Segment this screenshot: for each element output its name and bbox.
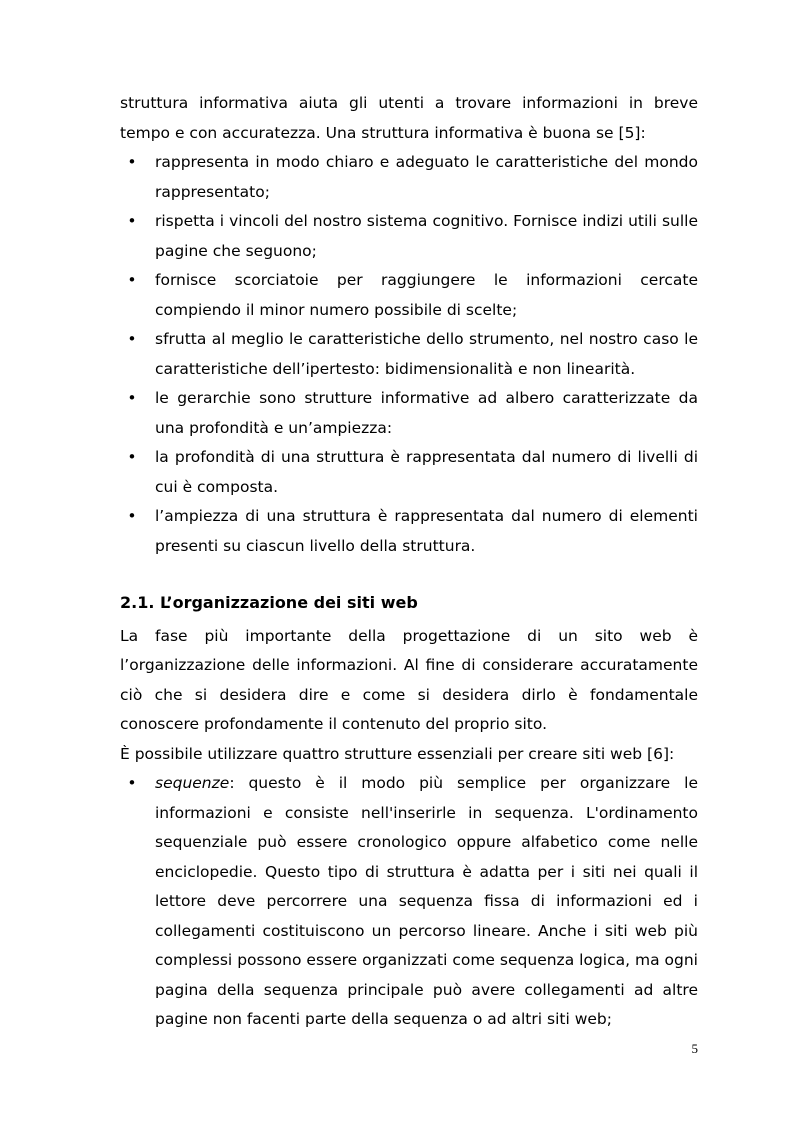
list-item [120, 443, 698, 502]
list-item-text: rappresenta in modo chiaro e adeguato le caratteristiche del mondo rappresentato; [155, 153, 698, 201]
list-item [120, 148, 698, 207]
list-item [120, 207, 698, 266]
bullet-icon: • [127, 774, 137, 792]
bullet-icon: • [127, 507, 137, 525]
list-item-text: l’ampiezza di una struttura è rappresentata dal numero di elementi presenti su ciascun livello della struttura. [155, 507, 698, 555]
list-item-term: sequenze [155, 774, 230, 792]
bullet-icon: • [127, 448, 137, 466]
bullet-icon: • [127, 389, 137, 407]
section-heading: 2.1. L’organizzazione dei siti web [120, 593, 418, 612]
page-content [120, 89, 698, 1035]
list-item-text: rispetta i vincoli del nostro sistema cognitivo. Fornisce indizi utili sulle pagine che seguono; [155, 212, 698, 260]
bullet-icon: • [127, 153, 137, 171]
list-item [120, 384, 698, 443]
list-item-text: : questo è il modo più semplice per organizzare le informazioni e consiste nell'inserirle in sequenza. L'ordinamento sequenziale può essere cronologico oppure alfabetico come nelle enciclopedie. Questo tipo di struttura è adatta per i siti nei quali il lettore deve percorrere una sequenza fissa di informazioni ed i collegamenti costituiscono un percorso lineare. Anche i siti web più complessi possono essere organizzati come sequenza logica, ma ogni pagina della sequenza principale può avere collegamenti ad altre pagine non facenti parte della sequenza o ad altri siti web; [155, 774, 698, 1028]
structures-list [120, 769, 698, 1035]
bullet-icon: • [127, 212, 137, 230]
list-item [120, 502, 698, 561]
page-number: 5 [691, 1041, 698, 1056]
criteria-list [120, 148, 698, 561]
list-item-text: sfrutta al meglio le caratteristiche dello strumento, nel nostro caso le caratteristiche dell’ipertesto: bidimensionalità e non linearità. [155, 330, 698, 378]
section-paragraph: La fase più importante della progettazione di un sito web è l’organizzazione delle informazioni. Al fine di considerare accuratamente ciò che si desidera dire e come si desidera dirlo è fondamentale conoscere profondamente il contenuto del proprio sito. [120, 626, 698, 733]
bullet-icon: • [127, 330, 137, 348]
list-item [120, 325, 698, 384]
list-item-text: la profondità di una struttura è rappresentata dal numero di livelli di cui è composta. [155, 448, 698, 496]
list-item [120, 266, 698, 325]
intro-paragraph: struttura informativa aiuta gli utenti a trovare informazioni in breve tempo e con accuratezza. Una struttura informativa è buona se [5]: [120, 94, 698, 142]
bullet-icon: • [127, 271, 137, 289]
section-paragraph-intro: È possibile utilizzare quattro strutture essenziali per creare siti web [6]: [120, 744, 675, 763]
list-item-text: fornisce scorciatoie per raggiungere le informazioni cercate compiendo il minor numero possibile di scelte; [155, 271, 698, 319]
list-item-text: le gerarchie sono strutture informative ad albero caratterizzate da una profondità e un’ampiezza: [155, 389, 698, 437]
list-item [120, 769, 698, 1035]
